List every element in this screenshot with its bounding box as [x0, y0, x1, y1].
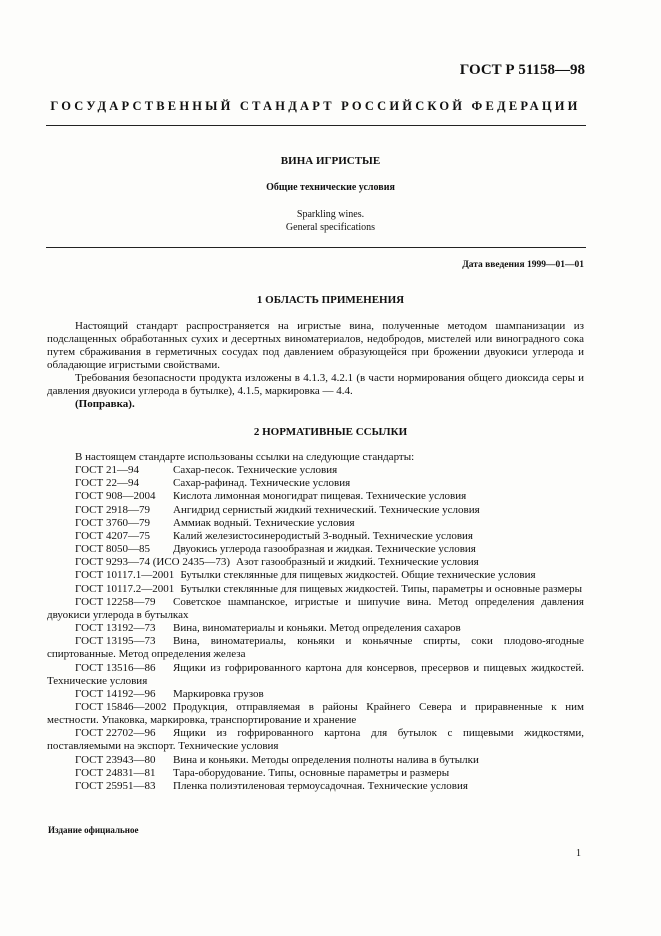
reference-code: ГОСТ 4207—75: [75, 529, 150, 542]
reference-code: ГОСТ 9293—74 (ИСО 2435—73): [75, 556, 231, 569]
reference-title: Пленка полиэтиленовая термоусадочная. Технические условия: [173, 779, 468, 792]
reference-item: [47, 530, 584, 543]
reference-title: Ящики из гофрированного картона для консервов, пресервов и пищевых жидкостей. Технические условия: [47, 661, 584, 687]
reference-title: Вина, виноматериалы и коньяки. Метод определения сахаров: [173, 622, 461, 635]
reference-item: [47, 464, 584, 477]
reference-title: Сахар-рафинад. Технические условия: [173, 477, 351, 490]
reference-title: Ящики из гофрированного картона для бутылок с пищевыми жидкостями, поставляемыми на экспорт. Технические условия: [47, 727, 584, 753]
reference-item: [47, 569, 584, 582]
reference-item: [47, 556, 584, 569]
reference-title: Вина и коньяки. Методы определения полноты налива в бутылки: [173, 753, 479, 766]
reference-code: ГОСТ 23943—80: [75, 753, 156, 766]
reference-title: Сахар-песок. Технические условия: [173, 464, 338, 477]
reference-item: [47, 596, 584, 622]
document-number: ГОСТ Р 51158—98: [459, 62, 585, 78]
reference-title: Бутылки стеклянные для пищевых жидкостей. Типы, параметры и основные размеры: [180, 582, 583, 595]
english-title-line-2: General specifications: [285, 222, 376, 233]
reference-title: Маркировка грузов: [173, 687, 264, 700]
reference-title: Бутылки стеклянные для пищевых жидкостей. Общие технические условия: [180, 569, 536, 582]
reference-title: Кислота лимонная моногидрат пищевая. Технические условия: [173, 490, 467, 503]
normative-references-list: [47, 451, 584, 793]
page-number: 1: [576, 848, 581, 859]
reference-code: ГОСТ 13516—86: [75, 661, 156, 674]
reference-item: [47, 504, 584, 517]
reference-title: Продукция, отправляемая в районы Крайнего Севера и приравненные к ним местности. Упаковка, маркировка, транспортирование и хранение: [47, 700, 584, 727]
reference-code: ГОСТ 21—94: [75, 464, 139, 477]
reference-code: ГОСТ 2918—79: [75, 503, 150, 516]
reference-item: [47, 635, 584, 661]
section-1-body: [47, 320, 584, 411]
reference-item: [47, 701, 584, 727]
reference-item: [47, 780, 584, 793]
reference-code: ГОСТ 22702—96: [75, 727, 156, 740]
section-1-heading: 1 ОБЛАСТЬ ПРИМЕНЕНИЯ: [256, 294, 405, 306]
effective-date: Дата введения 1999—01—01: [462, 260, 584, 270]
section-1-paragraph: Настоящий стандарт распространяется на игристые вина, полученные методом шампанизации из подслащенных обработанных сухих и десертных виноматериалов, недобродов, мистелей или виноградного сока путем сбраживания в герметичных сосудах под давлением образующейся при брожении двуокиси углерода и обладающие игристыми свойствами.: [47, 320, 584, 371]
reference-code: ГОСТ 10117.1—2001: [75, 569, 175, 582]
document-subtitle: Общие технические условия: [266, 182, 395, 193]
section-1-paragraph: Требования безопасности продукта изложены в 4.1.3, 4.2.1 (в части нормирования общего диоксида серы и давления двуокиси углерода в бутылке), 4.1.5, маркировка — 4.4.: [47, 372, 584, 397]
reference-title: Азот газообразный и жидкий. Технические условия: [236, 556, 479, 569]
reference-code: ГОСТ 8050—85: [75, 543, 150, 556]
reference-title: Ангидрид сернистый жидкий технический. Технические условия: [173, 503, 480, 516]
reference-item: [47, 490, 584, 503]
references-intro: В настоящем стандарте использованы ссылки на следующие стандарты:: [75, 451, 415, 463]
reference-code: ГОСТ 12258—79: [75, 595, 156, 608]
reference-code: ГОСТ 24831—81: [75, 766, 156, 779]
reference-title: Советское шампанское, игристые и шипучие вина. Метод определения давления двуокиси углерода в бутылках: [47, 595, 584, 621]
reference-title: Тара-оборудование. Типы, основные параметры и размеры: [173, 766, 450, 779]
header-divider: [46, 125, 586, 126]
reference-code: ГОСТ 908—2004: [75, 490, 156, 503]
reference-item: [47, 754, 584, 767]
reference-title: Калий железистосинеродистый 3-водный. Технические условия: [173, 529, 473, 542]
section-2-heading: 2 НОРМАТИВНЫЕ ССЫЛКИ: [253, 426, 408, 438]
english-title-line-1: Sparkling wines.: [296, 209, 365, 220]
amendment-note: (Поправка).: [75, 398, 135, 410]
reference-item: [47, 583, 584, 596]
reference-item: [47, 767, 584, 780]
reference-title: Двуокись углерода газообразная и жидкая. Технические условия: [173, 543, 476, 556]
reference-code: ГОСТ 22—94: [75, 477, 139, 490]
reference-code: ГОСТ 13195—73: [75, 635, 156, 648]
reference-code: ГОСТ 25951—83: [75, 779, 156, 792]
reference-code: ГОСТ 3760—79: [75, 516, 150, 529]
reference-item: [47, 688, 584, 701]
reference-item: [47, 543, 584, 556]
reference-item: [47, 662, 584, 688]
document-title: ВИНА ИГРИСТЫЕ: [280, 155, 381, 167]
reference-title: Аммиак водный. Технические условия: [173, 516, 355, 529]
reference-title: Вина, виноматериалы, коньяки и коньячные спирты, соки плодово-ягодные спиртованные. Метод определения железа: [47, 635, 584, 661]
reference-item: [47, 477, 584, 490]
reference-code: ГОСТ 14192—96: [75, 687, 156, 700]
title-divider: [46, 247, 586, 248]
reference-code: ГОСТ 15846—2002: [75, 700, 167, 713]
reference-item: [47, 622, 584, 635]
reference-code: ГОСТ 10117.2—2001: [75, 582, 175, 595]
edition-label: Издание официальное: [48, 825, 139, 835]
reference-code: ГОСТ 13192—73: [75, 622, 156, 635]
reference-item: [47, 727, 584, 753]
state-standard-heading: ГОСУДАРСТВЕННЫЙ СТАНДАРТ РОССИЙСКОЙ ФЕДЕРАЦИИ: [50, 99, 581, 113]
reference-item: [47, 517, 584, 530]
